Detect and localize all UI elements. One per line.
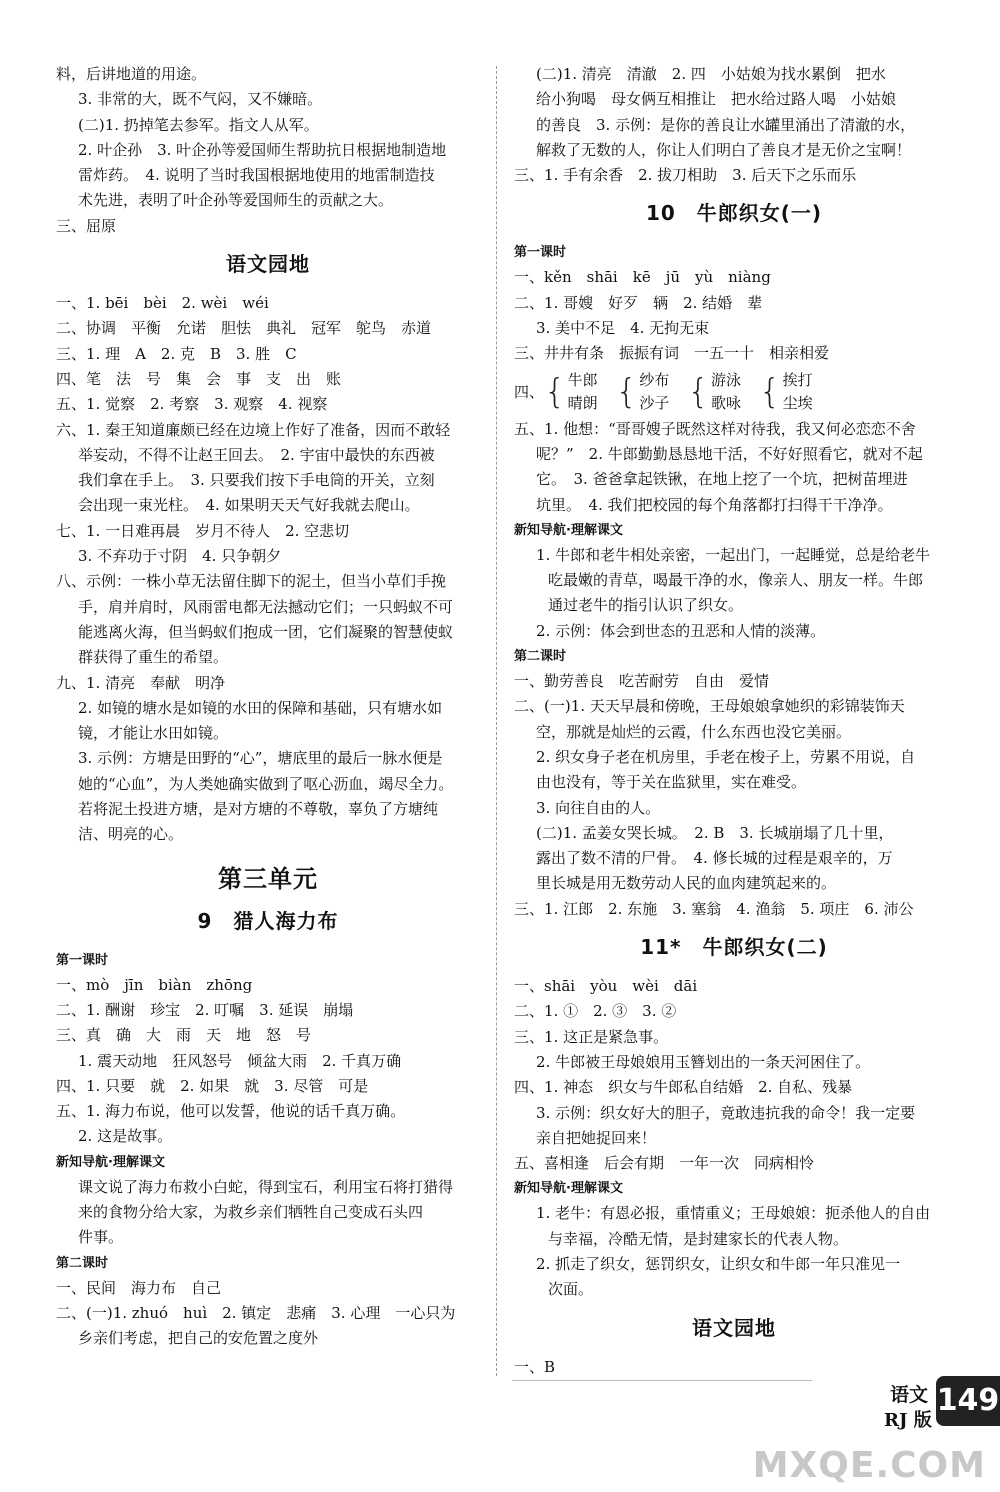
answer-line: 三、屈原 [56, 216, 117, 235]
subsection-label: 第一课时 [514, 245, 567, 261]
answer-line: 3. 美中不足 4. 无拘无束 [536, 319, 710, 338]
answer-line: 2. 这是故事。 [78, 1127, 173, 1146]
edition-label: RJ 版 [884, 1410, 932, 1431]
answer-line: 呢？” 2. 牛郎勤勤恳恳地干活，不好好照看它，就对不起 [536, 444, 923, 463]
answer-line: 由也没有，等于关在监狱里，实在难受。 [536, 773, 807, 792]
column-divider [496, 66, 497, 1376]
answer-line: 料，后讲地道的用途。 [56, 65, 207, 83]
answer-line: 手，肩并肩时，风雨雷电都无法撼动它们；一只蚂蚁不可 [78, 597, 454, 616]
answer-line: 1. 老牛：有恩必报，重情重义；王母娘娘：扼杀他人的自由 [536, 1204, 931, 1223]
answer-line: 一、勤劳善良 吃苦耐劳 自由 爱情 [514, 672, 770, 691]
answer-line: 八、示例：一株小草无法留住脚下的泥土，但当小草们手挽 [56, 572, 447, 591]
answer-line: 给小狗喝 母女俩互相推让 把水给过路人喝 小姑娘 [536, 90, 897, 109]
answer-line: 三、井井有条 振振有词 一五一十 相亲相爱 [514, 344, 830, 363]
answer-line: 的善良 3. 示例：是你的善良让水罐里涌出了清澈的水， [536, 115, 916, 134]
answer-line: 七、1. 一日难再晨 岁月不待人 2. 空悲切 [56, 521, 350, 540]
answer-line: 空，那就是灿烂的云霞，什么东西也没它美丽。 [536, 722, 852, 741]
answer-line: 3. 示例：织女好大的胆子，竟敢违抗我的命令！我一定要 [536, 1103, 916, 1122]
answer-line: 2. 叶企孙 3. 叶企孙等爱国师生帮助抗日根据地制造地 [78, 140, 447, 159]
subsection-label: 新知导航·理解课文 [514, 522, 623, 538]
answer-line: 它。 3. 爸爸拿起铁锹，在地上挖了一个坑，把树苗埋进 [536, 470, 908, 489]
unit-title: 第三单元 [218, 864, 318, 893]
subject-label: 语文 [890, 1384, 929, 1406]
answer-line: 二、1. ① 2. ③ 3. ② [514, 1002, 677, 1021]
answer-line: 六、1. 秦王知道廉颇已经在边境上作好了准备，因而不敢轻 [56, 420, 451, 439]
answer-line: 吃最嫩的青草，喝最干净的水，像亲人、朋友一样。牛郎 [548, 571, 924, 590]
answer-line: 2. 示例：体会到世态的丑恶和人情的淡薄。 [536, 621, 826, 640]
answer-line: 来的食物分给大家，为救乡亲们牺牲自己变成石头四 [78, 1202, 424, 1221]
brace-groups [514, 369, 954, 415]
answer-line: 四、笔 法 号 集 会 事 支 出 账 [56, 369, 342, 388]
subsection-label: 第二课时 [514, 649, 567, 665]
answer-line: 一、kěn shāi kē jū yù niàng [514, 268, 771, 287]
answer-line: 3. 向往自由的人。 [536, 798, 661, 817]
answer-line: 五、1. 觉察 2. 考察 3. 观察 4. 视察 [56, 395, 328, 414]
brace-icon: { [544, 371, 566, 412]
pair-bottom: 歌咏 [710, 393, 741, 412]
answer-line: 九、1. 清亮 奉献 明净 [56, 673, 226, 692]
answer-line: 次面。 [548, 1280, 594, 1299]
pair-top: 纱布 [639, 370, 670, 389]
answer-line: 三、1. 江郎 2. 东施 3. 塞翁 4. 渔翁 5. 项庄 6. 沛公 [514, 899, 914, 918]
answer-line: 三、1. 理 A 2. 克 B 3. 胜 C [56, 344, 297, 363]
answer-line: 课文说了海力布救小白蛇，得到宝石，利用宝石将打猎得 [78, 1177, 454, 1196]
right-column [514, 62, 954, 1380]
answer-line: 镜，才能让水田如镜。 [78, 724, 229, 743]
answer-line: 四、1. 只要 就 2. 如果 就 3. 尽管 可是 [56, 1076, 369, 1095]
answer-line: 三、真 确 大 雨 天 地 怒 号 [56, 1026, 312, 1045]
answer-line: 三、1. 手有余香 2. 拔刀相助 3. 后天下之乐而乐 [514, 166, 857, 185]
answer-line: 一、民间 海力布 自己 [56, 1278, 222, 1297]
brace-icon: { [687, 371, 709, 412]
answer-line: 1. 牛郎和老牛相处亲密，一起出门，一起睡觉，总是给老牛 [536, 545, 931, 564]
lesson-title: 10 牛郎织女(一) [645, 201, 823, 226]
answer-line: 3. 不弃功于寸阴 4. 只争朝夕 [78, 547, 282, 566]
pair-top: 游泳 [710, 370, 741, 389]
answer-line: 一、B [514, 1357, 556, 1376]
answer-line: 四、1. 神态 织女与牛郎私自结婚 2. 自私、残暴 [514, 1078, 853, 1097]
brace-icon: { [615, 371, 638, 412]
pair-bottom: 晴朗 [567, 393, 598, 412]
subsection-label: 第一课时 [56, 952, 109, 968]
answer-line: 露出了数不清的尸骨。 4. 修长城的过程是艰辛的，万 [536, 849, 893, 868]
page-number: 149 [936, 1376, 1000, 1426]
answer-line: 五、1. 海力布说，他可以发誓，他说的话千真万确。 [56, 1102, 406, 1121]
left-column [56, 62, 480, 1351]
answer-line: 里长城是用无数劳动人民的血肉建筑起来的。 [536, 874, 837, 893]
answer-line: 二、(一)1. zhuó huì 2. 镇定 悲痛 3. 心理 一心只为 [56, 1303, 456, 1322]
answer-line: 三、1. 这正是紧急事。 [514, 1027, 669, 1046]
answer-line: 举妄动，不得不让赵王回去。 2. 宇宙中最快的东西被 [78, 445, 435, 464]
answer-line: 2. 织女身子老在机房里，手老在梭子上，劳累不用说，自 [536, 747, 916, 766]
lesson-title: 11* 牛郎织女(二) [640, 935, 828, 960]
answer-line: 二、1. 酬谢 珍宝 2. 叮嘱 3. 延误 崩塌 [56, 1000, 354, 1019]
subsection-label: 新知导航·理解课文 [56, 1154, 165, 1170]
answer-line: 与幸福，冷酷无情，是封建家长的代表人物。 [548, 1229, 849, 1248]
lesson-title: 9 猎人海力布 [197, 908, 339, 933]
answer-line: (二)1. 清亮 清澈 2. 四 小姑娘为找水累倒 把水 [536, 65, 886, 83]
section-heading: 语文园地 [226, 252, 310, 277]
answer-line: 五、1. 他想：“哥哥嫂子既然这样对待我，我又何必恋恋不舍 [514, 419, 916, 438]
answer-line: 能逃离火海，但当蚂蚁们抱成一团，它们凝聚的智慧使蚁 [78, 622, 454, 641]
answer-line: 一、shāi yòu wèi dāi [514, 977, 698, 996]
answer-line: 我们拿在手上。 3. 只要我们按下手电筒的开关，立刻 [78, 471, 435, 490]
bottom-rule [512, 1380, 812, 1381]
brace-pair [544, 369, 598, 415]
answer-line: 解救了无数的人，你让人们明白了善良才是无价之宝啊！ [536, 140, 912, 159]
answer-line: 若将泥土投进方塘，是对方塘的不尊敬，辜负了方塘纯 [78, 800, 439, 819]
pair-bottom: 沙子 [639, 393, 670, 412]
section-heading: 语文园地 [692, 1315, 776, 1340]
answer-line: 通过老牛的指引认识了织女。 [548, 596, 744, 615]
subsection-label: 新知导航·理解课文 [514, 1181, 623, 1197]
answer-line: 她的“心血”，为人类她确实做到了呕心沥血，竭尽全力。 [78, 774, 454, 793]
answer-line: (二)1. 孟姜女哭长城。 2. B 3. 长城崩塌了几十里， [536, 823, 894, 842]
answer-line: 坑里。 4. 我们把校园的每个角落都打扫得干干净净。 [536, 495, 893, 514]
brace-pair [759, 369, 813, 415]
pair-bottom: 尘埃 [782, 393, 813, 412]
answer-label: 四、 [514, 383, 545, 402]
answer-line: (二)1. 扔掉笔去参军。指文人从军。 [78, 115, 319, 134]
answer-line: 1. 震天动地 狂风怒号 倾盆大雨 2. 千真万确 [78, 1051, 402, 1070]
answer-line: 3. 非常的大，既不气闷，又不嫌暗。 [78, 90, 323, 109]
watermark: MXQE.COM [752, 1445, 986, 1486]
answer-line: 乡亲们考虑，把自己的安危置之度外 [78, 1329, 319, 1348]
answer-line: 雷炸药。 4. 说明了当时我国根据地使用的地雷制造技 [78, 166, 435, 185]
answer-line: 二、(一)1. 天天早晨和傍晚，王母娘娘拿她织的彩锦装饰天 [514, 697, 905, 716]
answer-line: 二、协调 平衡 允诺 胆怯 典礼 冠军 鸵鸟 赤道 [56, 319, 432, 338]
answer-line: 一、mò jīn biàn zhōng [56, 975, 253, 994]
answer-line: 五、喜相逢 后会有期 一年一次 同病相怜 [514, 1154, 815, 1173]
answer-line: 件事。 [78, 1228, 124, 1247]
answer-line: 洁、明亮的心。 [78, 825, 184, 844]
answer-line: 术先进，表明了叶企孙等爱国师生的贡献之大。 [78, 191, 394, 210]
answer-line: 2. 牛郎被王母娘娘用玉簪划出的一条天河困住了。 [536, 1052, 871, 1071]
brace-icon: { [758, 371, 781, 412]
answer-line: 会出现一束光柱。 4. 如果明天天气好我就去爬山。 [78, 496, 420, 515]
answer-line: 3. 示例：方塘是田野的“心”，塘底里的最后一脉水便是 [78, 749, 443, 768]
answer-line: 二、1. 哥嫂 好歹 辆 2. 结婚 辈 [514, 293, 763, 312]
answer-line: 2. 如镜的塘水是如镜的水田的保障和基础，只有塘水如 [78, 698, 443, 717]
answer-line: 2. 抓走了织女，惩罚织女，让织女和牛郎一年只准见一 [536, 1254, 901, 1273]
brace-pair [687, 369, 741, 415]
pair-top: 挨打 [782, 370, 813, 389]
subsection-label: 第二课时 [56, 1255, 109, 1271]
answer-line: 亲自把她捉回来！ [536, 1128, 657, 1147]
brace-pair [616, 369, 670, 415]
pair-top: 牛郎 [567, 370, 598, 389]
answer-line: 一、1. bēi bèi 2. wèi wéi [56, 294, 269, 313]
answer-line: 群获得了重生的希望。 [78, 648, 229, 667]
